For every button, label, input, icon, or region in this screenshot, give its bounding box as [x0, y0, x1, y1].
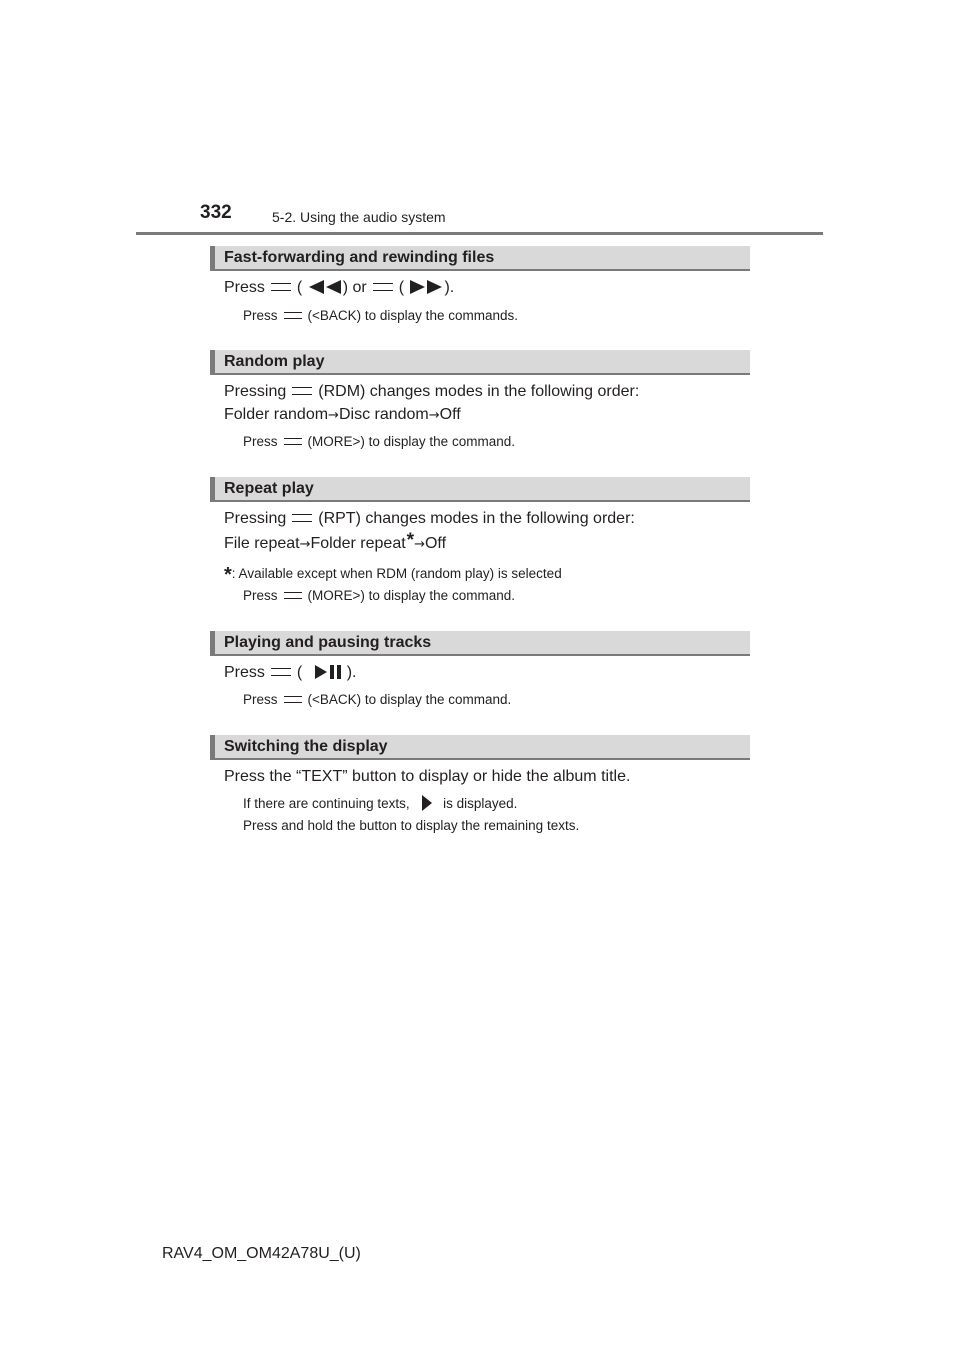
- document-code: RAV4_OM_OM42A78U_(U): [162, 1245, 361, 1262]
- button-icon: [284, 312, 302, 319]
- arrow-icon: →: [299, 537, 311, 552]
- random-instruction: Pressing (RDM) changes modes in the following order:: [224, 383, 640, 400]
- display-note-2: Press and hold the button to display the remaining texts.: [243, 818, 580, 833]
- button-icon: [292, 387, 312, 395]
- ff-instruction: Press ( ) or ( ).: [224, 279, 455, 296]
- display-note-1: If there are continuing texts, is displayed.: [243, 796, 518, 811]
- arrow-icon: →: [414, 537, 425, 552]
- section-heading-switch-display: [210, 735, 750, 760]
- repeat-modes: File repeat→Folder repeat*→Off: [224, 530, 447, 552]
- section-title: Random play: [224, 353, 325, 370]
- rewind-icon: [307, 280, 343, 294]
- section-heading-fast-forward: [210, 246, 750, 271]
- arrow-icon: →: [328, 408, 339, 423]
- section-heading-repeat-play: [210, 477, 750, 502]
- play-note: Press (<BACK) to display the command.: [243, 692, 512, 707]
- section-heading-play-pause: [210, 631, 750, 656]
- play-pause-icon: [307, 664, 347, 680]
- repeat-note: Press (MORE>) to display the command.: [243, 588, 515, 603]
- header-divider: [136, 232, 823, 235]
- play-instruction: Press ( ).: [224, 664, 357, 681]
- repeat-instruction: Pressing (RPT) changes modes in the following order:: [224, 510, 635, 527]
- fast-forward-icon: [408, 280, 444, 294]
- display-instruction: Press the “TEXT” button to display or hide the album title.: [224, 768, 631, 785]
- button-icon: [284, 696, 302, 703]
- button-icon: [271, 668, 291, 676]
- button-icon: [271, 283, 291, 291]
- button-icon: [284, 438, 302, 445]
- continue-arrow-icon: [413, 795, 439, 811]
- repeat-footnote: *: Available except when RDM (random play) is selected: [224, 564, 562, 586]
- button-icon: [284, 592, 302, 599]
- ff-note: Press (<BACK) to display the commands.: [243, 308, 518, 323]
- section-heading-random-play: [210, 350, 750, 375]
- section-title: Switching the display: [224, 738, 388, 755]
- asterisk-mark: *: [406, 530, 415, 551]
- page-number: 332: [200, 202, 232, 223]
- chapter-title: 5-2. Using the audio system: [272, 209, 446, 225]
- random-modes: Folder random→Disc random→Off: [224, 406, 461, 423]
- section-title: Fast-forwarding and rewinding files: [224, 249, 495, 266]
- section-title: Playing and pausing tracks: [224, 634, 432, 651]
- section-title: Repeat play: [224, 480, 314, 497]
- button-icon: [373, 283, 393, 291]
- random-note: Press (MORE>) to display the command.: [243, 434, 515, 449]
- arrow-icon: →: [428, 408, 440, 423]
- button-icon: [292, 514, 312, 522]
